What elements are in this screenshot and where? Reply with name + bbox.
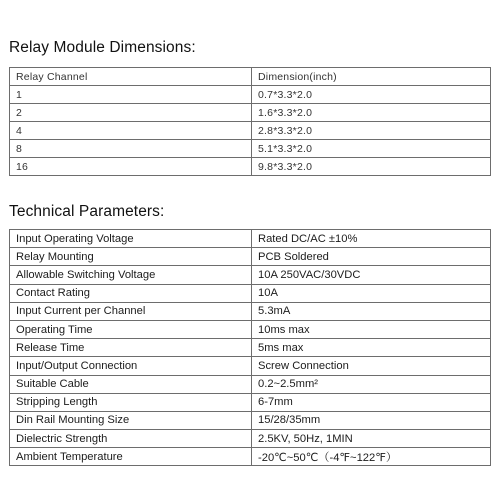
table-row <box>10 122 491 140</box>
cell-dimension: 5.1*3.3*2.0 <box>252 140 491 158</box>
table-row <box>10 104 491 122</box>
param-value: 0.2~2.5mm² <box>252 375 491 393</box>
param-name: Allowable Switching Voltage <box>10 266 252 284</box>
param-name: Suitable Cable <box>10 375 252 393</box>
param-name: Input Operating Voltage <box>10 230 252 248</box>
table-row <box>10 320 491 338</box>
table-row <box>10 284 491 302</box>
cell-channel: 2 <box>10 104 252 122</box>
param-name: Din Rail Mounting Size <box>10 411 252 429</box>
param-name: Relay Mounting <box>10 248 252 266</box>
param-value: PCB Soldered <box>252 248 491 266</box>
param-name: Stripping Length <box>10 393 252 411</box>
param-name: Input/Output Connection <box>10 357 252 375</box>
param-name: Ambient Temperature <box>10 448 252 466</box>
param-name: Dielectric Strength <box>10 430 252 448</box>
table-row <box>10 357 491 375</box>
param-value: 10ms max <box>252 320 491 338</box>
dimensions-table <box>9 67 491 176</box>
table-header-row <box>10 68 491 86</box>
table-row <box>10 302 491 320</box>
param-value: 10A 250VAC/30VDC <box>252 266 491 284</box>
cell-channel: 4 <box>10 122 252 140</box>
table-row <box>10 393 491 411</box>
param-value: 5ms max <box>252 339 491 357</box>
param-name: Operating Time <box>10 320 252 338</box>
cell-dimension: 2.8*3.3*2.0 <box>252 122 491 140</box>
table-row <box>10 339 491 357</box>
table-row <box>10 266 491 284</box>
cell-dimension: 1.6*3.3*2.0 <box>252 104 491 122</box>
table-row <box>10 430 491 448</box>
cell-channel: 8 <box>10 140 252 158</box>
table-row <box>10 375 491 393</box>
param-value: -20℃~50℃（-4℉~122℉） <box>252 448 491 466</box>
param-name: Release Time <box>10 339 252 357</box>
cell-dimension: 9.8*3.3*2.0 <box>252 158 491 176</box>
header-cell-dimension: Dimension(inch) <box>252 68 491 86</box>
param-name: Input Current per Channel <box>10 302 252 320</box>
param-value: Screw Connection <box>252 357 491 375</box>
table-row <box>10 86 491 104</box>
param-value: 10A <box>252 284 491 302</box>
param-value: 2.5KV, 50Hz, 1MIN <box>252 430 491 448</box>
param-value: Rated DC/AC ±10% <box>252 230 491 248</box>
param-value: 15/28/35mm <box>252 411 491 429</box>
table-row <box>10 448 491 466</box>
table-row <box>10 230 491 248</box>
param-name: Contact Rating <box>10 284 252 302</box>
table-row <box>10 158 491 176</box>
param-value: 5.3mA <box>252 302 491 320</box>
cell-dimension: 0.7*3.3*2.0 <box>252 86 491 104</box>
dimensions-title: Relay Module Dimensions: <box>9 39 196 56</box>
param-value: 6-7mm <box>252 393 491 411</box>
technical-parameters-table <box>9 229 491 466</box>
table-row <box>10 411 491 429</box>
technical-title: Technical Parameters: <box>9 203 165 220</box>
table-row <box>10 248 491 266</box>
header-cell-relay-channel: Relay Channel <box>10 68 252 86</box>
table-row <box>10 140 491 158</box>
cell-channel: 1 <box>10 86 252 104</box>
cell-channel: 16 <box>10 158 252 176</box>
